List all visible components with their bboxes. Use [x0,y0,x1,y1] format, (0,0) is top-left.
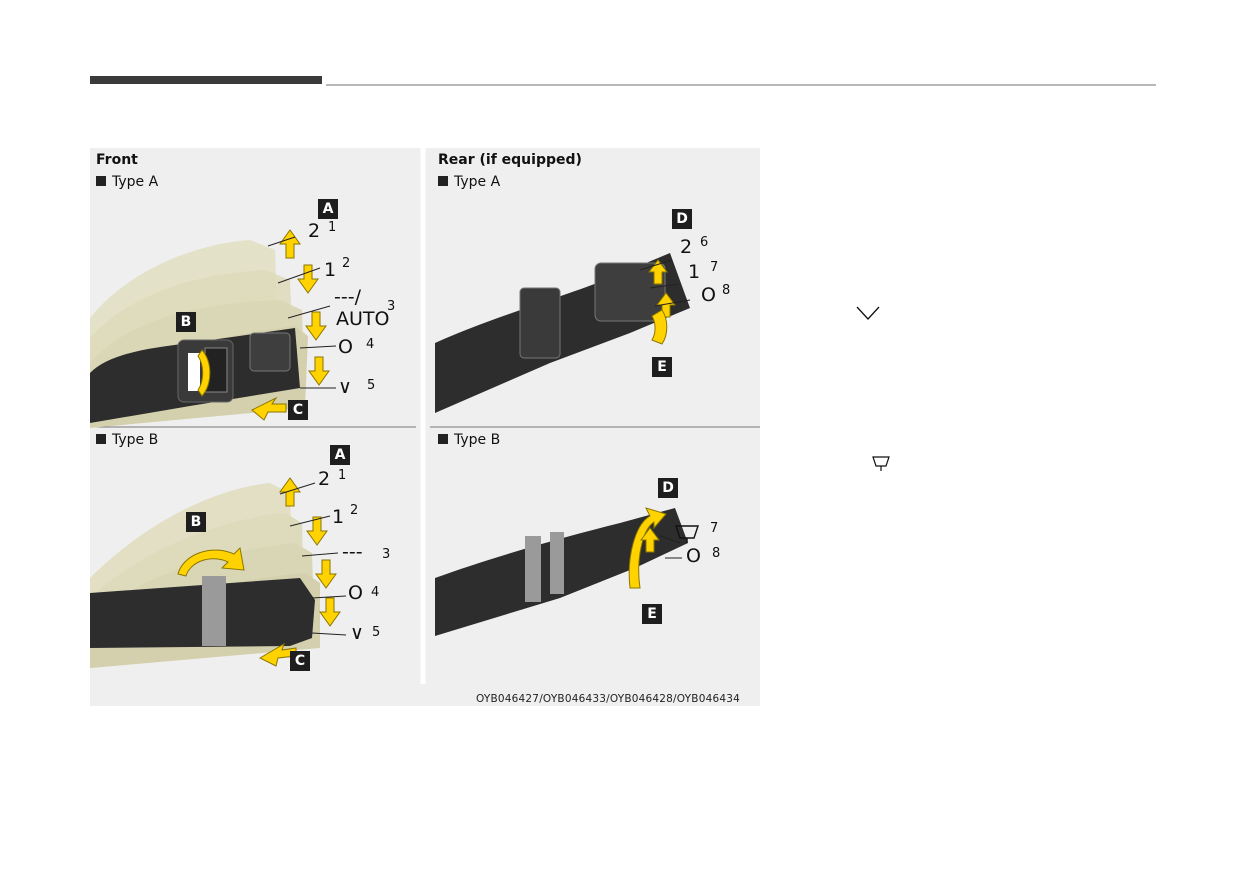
position-number: 5 [367,378,376,393]
front-title: Front [96,152,138,168]
position-number: 7 [710,521,719,536]
callout-a: A [318,199,338,219]
auto-symbol: AUTO [336,308,390,330]
rear-type-b-label: Type B [454,432,501,448]
off-symbol: O [338,336,353,358]
rear-wiper-icon [674,524,700,544]
callout-e: E [652,357,672,377]
position-number: 2 [350,503,359,518]
callout-a: A [330,445,350,465]
off-symbol: O [348,582,363,604]
callout-b: B [186,512,206,532]
speed-1-symbol: 1 [332,506,345,528]
callout-c: C [290,651,310,671]
rear-title: Rear (if equipped) [438,152,582,168]
off-symbol: O [701,284,716,306]
callout-c: C [288,400,308,420]
speed-2-symbol: 2 [318,468,331,490]
position-number: 4 [371,585,380,600]
front-type-b-heading [96,432,158,448]
callout-b: B [176,312,196,332]
bullet-square-icon [96,176,106,186]
wiper-lever-figure [90,148,760,706]
front-type-b-lever [90,478,346,668]
position-number: 7 [710,260,719,275]
callout-d: D [658,478,678,498]
speed-1-symbol: 1 [324,259,337,281]
position-number: 1 [338,468,347,483]
intermittent-symbol: --- [342,541,363,563]
intermittent-symbol: ---/ [334,286,361,308]
front-type-b-label: Type B [112,432,159,448]
off-symbol: O [686,545,701,567]
position-number: 1 [328,220,337,235]
rear-wiper-icon [872,456,890,472]
position-number: 2 [342,256,351,271]
speed-2-symbol: 2 [680,236,693,258]
position-number: 4 [366,337,375,352]
mist-chevron-icon [855,305,881,321]
header-rule-thin [326,84,1156,86]
rear-type-a-label: Type A [454,174,501,190]
callout-e: E [642,604,662,624]
bullet-square-icon [438,176,448,186]
front-type-a-label: Type A [112,174,159,190]
position-number: 8 [712,546,721,561]
position-number: 8 [722,283,731,298]
front-type-a-heading [96,174,158,190]
position-number: 3 [382,547,391,562]
mist-symbol: ∨ [350,622,364,644]
rear-type-b-heading [438,432,500,448]
mist-symbol: ∨ [338,376,352,398]
speed-2-symbol: 2 [308,220,321,242]
header-rule-thick [90,76,322,84]
rear-type-a-lever [435,253,690,413]
bullet-square-icon [96,434,106,444]
callout-d: D [672,209,692,229]
position-number: 5 [372,625,381,640]
speed-1-symbol: 1 [688,261,701,283]
bullet-square-icon [438,434,448,444]
rear-type-a-heading [438,174,500,190]
position-number: 3 [387,299,396,314]
position-number: 6 [700,235,709,250]
front-type-a-lever [90,230,336,428]
figure-code: OYB046427/OYB046433/OYB046428/OYB046434 [476,693,740,705]
